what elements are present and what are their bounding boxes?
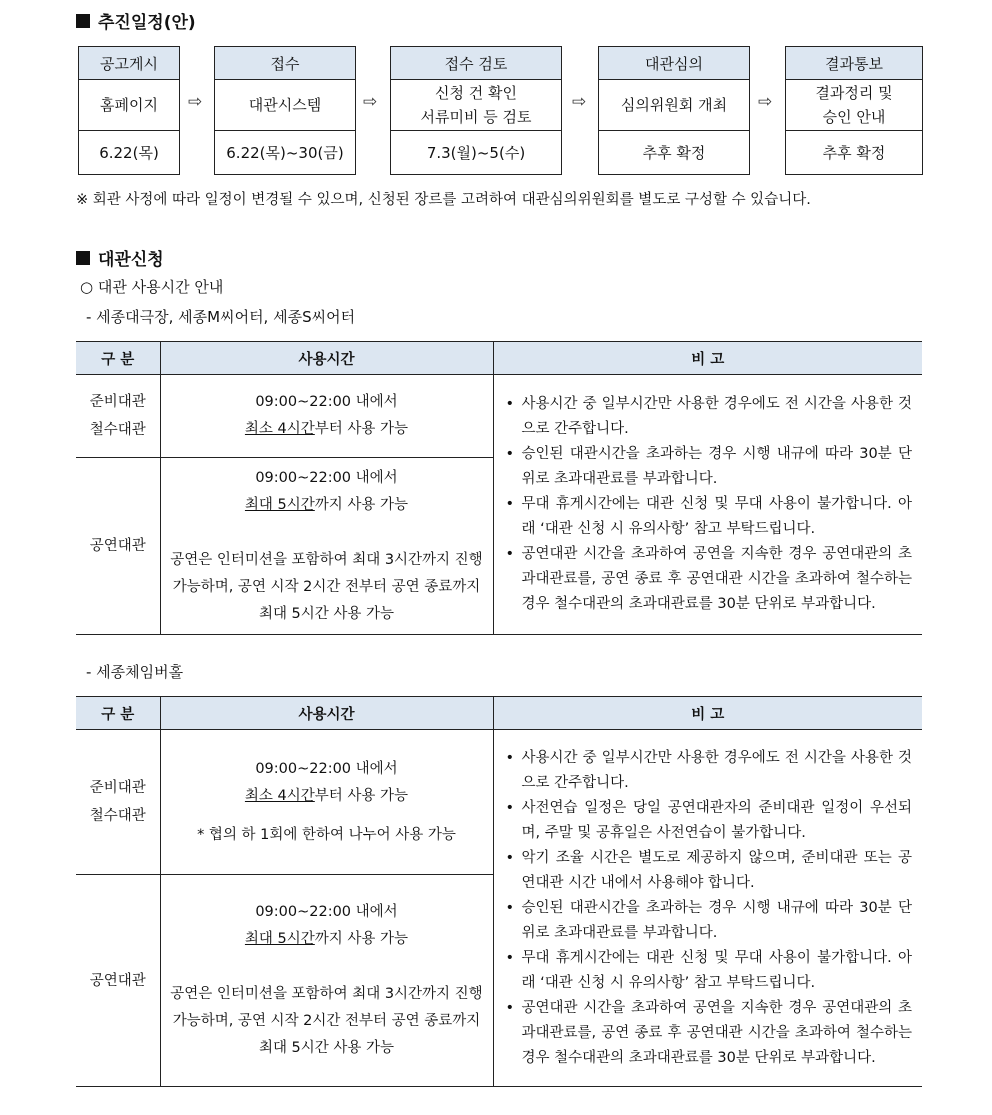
header-usage-time: 사용시간 [160, 697, 493, 730]
schedule-step: 결과통보 결과정리 및 승인 안내 추후 확정 [785, 46, 923, 175]
usage-time-cell: 09:00~22:00 내에서 최소 4시간부터 사용 가능 [160, 375, 493, 458]
list-item: • 공연대관 시간을 초과하여 공연을 지속한 경우 공연대관의 초과대관료를, 공연 종료 후 공연대관 시간을 초과하여 철수하는 경우 철수대관의 초과대관료를 30분 단위로 부과합니다. [506, 996, 913, 1071]
list-item: • 사전연습 일정은 당일 공연대관자의 준비대관 일정이 우선되며, 주말 및 공휴일은 사전연습이 불가합니다. [506, 796, 913, 846]
list-item: • 사용시간 중 일부시간만 사용한 경우에도 전 시간을 사용한 것으로 간주합니다. [506, 746, 913, 796]
header-category: 구 분 [76, 342, 160, 375]
schedule-step: 공고게시 홈페이지 6.22(목) [78, 46, 180, 175]
subheading-usage-time: ○ 대관 사용시간 안내 [80, 278, 224, 296]
header-remarks: 비 고 [493, 697, 922, 730]
usage-table-2 [76, 696, 922, 1087]
list-item: • 사용시간 중 일부시간만 사용한 경우에도 전 시간을 사용한 것으로 간주합니다. [506, 392, 913, 442]
remarks-cell [493, 375, 922, 635]
schedule-step: 접수 대관시스템 6.22(목)~30(금) [214, 46, 356, 175]
usage-time-cell: 09:00~22:00 내에서 최대 5시간까지 사용 가능 공연은 인터미션을 포함하여 최대 3시간까지 진행 가능하며, 공연 시작 2시간 전부터 공연 종료까지 최대 5시간 사용 가능 [160, 458, 493, 635]
usage-time-cell: 09:00~22:00 내에서 최대 5시간까지 사용 가능 공연은 인터미션을 포함하여 최대 3시간까지 진행 가능하며, 공연 시작 2시간 전부터 공연 종료까지 최대 5시간 사용 가능 [160, 875, 493, 1087]
schedule-step: 대관심의 심의위원회 개최 추후 확정 [598, 46, 750, 175]
category-cell: 준비대관 철수대관 [76, 730, 160, 875]
list-item: • 공연대관 시간을 초과하여 공연을 지속한 경우 공연대관의 초과대관료를, 공연 종료 후 공연대관 시간을 초과하여 철수하는 경우 철수대관의 초과대관료를 30분 단위로 부과합니다. [506, 542, 913, 617]
venue-label-2: - 세종체임버홀 [86, 663, 184, 681]
schedule-step: 접수 검토 신청 건 확인 서류미비 등 검토 7.3(월)~5(수) [390, 46, 562, 175]
list-item: • 무대 휴게시간에는 대관 신청 및 무대 사용이 불가합니다. 아래 ‘대관 신청 시 유의사항’ 참고 부탁드립니다. [506, 492, 913, 542]
arrow-right-icon: ⇨ [363, 92, 378, 112]
header-category: 구 분 [76, 697, 160, 730]
remarks-cell [493, 730, 922, 1087]
schedule-note: ※ 회관 사정에 따라 일정이 변경될 수 있으며, 신청된 장르를 고려하여 대관심의위원회를 별도로 구성할 수 있습니다. [76, 192, 811, 208]
list-item: • 승인된 대관시간을 초과하는 경우 시행 내규에 따라 30분 단위로 초과대관료를 부과합니다. [506, 442, 913, 492]
usage-time-cell: 09:00~22:00 내에서 최소 4시간부터 사용 가능 * 협의 하 1회에 한하여 나누어 사용 가능 [160, 730, 493, 875]
category-cell: 공연대관 [76, 875, 160, 1087]
square-bullet-icon [76, 251, 90, 265]
list-item: • 악기 조율 시간은 별도로 제공하지 않으며, 준비대관 또는 공연대관 시간 내에서 사용해야 합니다. [506, 846, 913, 896]
list-item: • 무대 휴게시간에는 대관 신청 및 무대 사용이 불가합니다. 아래 ‘대관 신청 시 유의사항’ 참고 부탁드립니다. [506, 946, 913, 996]
section-title-application: 대관신청 [76, 245, 164, 270]
category-cell: 공연대관 [76, 458, 160, 635]
category-cell: 준비대관 철수대관 [76, 375, 160, 458]
square-bullet-icon [76, 14, 90, 28]
arrow-right-icon: ⇨ [572, 92, 587, 112]
header-remarks: 비 고 [493, 342, 922, 375]
arrow-right-icon: ⇨ [188, 92, 203, 112]
header-usage-time: 사용시간 [160, 342, 493, 375]
list-item: • 승인된 대관시간을 초과하는 경우 시행 내규에 따라 30분 단위로 초과대관료를 부과합니다. [506, 896, 913, 946]
usage-table-1 [76, 341, 922, 635]
arrow-right-icon: ⇨ [758, 92, 773, 112]
section-title-schedule: 추진일정(안) [76, 8, 196, 33]
venue-label-1: - 세종대극장, 세종M씨어터, 세종S씨어터 [86, 308, 356, 326]
